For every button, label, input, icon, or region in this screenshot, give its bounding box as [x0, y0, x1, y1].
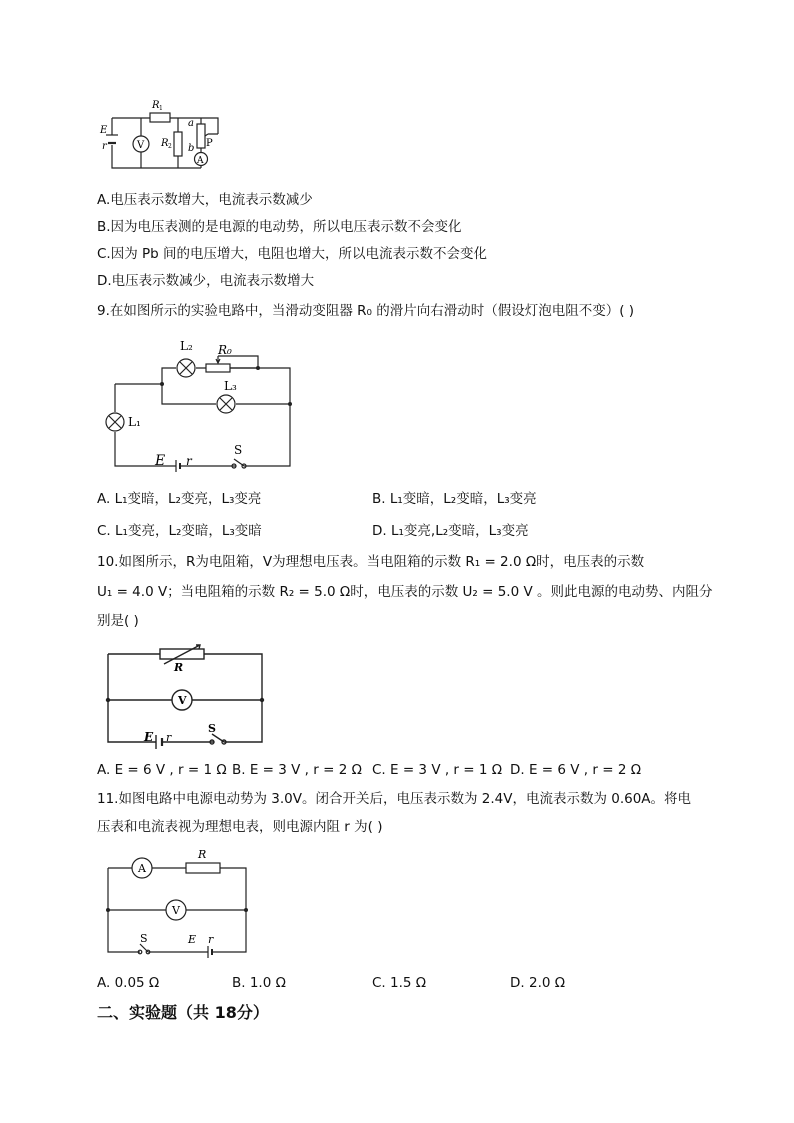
q10-label-E: E — [144, 730, 154, 744]
q9-label-R0: R₀ — [218, 343, 232, 357]
q11-label-A: A — [138, 862, 146, 875]
q10-option-d: D. E = 6 V , r = 2 Ω — [510, 762, 642, 778]
q8-label-b: b — [188, 143, 195, 154]
q11-circuit-diagram — [100, 846, 255, 958]
q11-option-a: A. 0.05 Ω — [97, 975, 160, 991]
q11-stem-line1: 11.如图电路中电源电动势为 3.0V。闭合开关后，电压表示数为 2.4V，电流表示数为 0.60A。将电 — [97, 791, 692, 807]
q9-option-b: B. L₁变暗，L₂变暗，L₃变亮 — [372, 491, 537, 507]
q10-option-c: C. E = 3 V , r = 1 Ω — [372, 762, 503, 778]
q11-option-b: B. 1.0 Ω — [232, 975, 286, 991]
q11-option-c: C. 1.5 Ω — [372, 975, 427, 991]
q9-label-L1: L₁ — [128, 415, 141, 429]
q10-label-S: S — [208, 722, 216, 735]
q11-stem-line2: 压表和电流表视为理想电表，则电源内阻 r 为( ) — [97, 819, 383, 835]
q10-option-b: B. E = 3 V , r = 2 Ω — [232, 762, 362, 778]
q9-option-a: A. L₁变暗，L₂变亮，L₃变亮 — [97, 491, 262, 507]
q10-label-V: V — [178, 694, 187, 707]
q11-label-R: R — [198, 848, 207, 861]
q10-stem-line2: U₁ = 4.0 V；当电阻箱的示数 R₂ = 5.0 Ω时，电压表的示数 U₂ = 5.0 V 。则此电源的电动势、内阻分 — [97, 584, 713, 600]
q9-option-c: C. L₁变亮，L₂变暗，L₃变暗 — [97, 523, 262, 539]
q11-label-S: S — [140, 932, 148, 945]
q10-circuit-diagram — [100, 642, 270, 750]
q9-label-r: r — [186, 454, 192, 468]
q8-option-d: D.电压表示数减少，电流表示数增大 — [97, 273, 315, 289]
q10-option-a: A. E = 6 V , r = 1 Ω — [97, 762, 227, 778]
q8-label-P: P — [206, 138, 213, 149]
q9-option-d: D. L₁变亮,L₂变暗，L₃变亮 — [372, 523, 529, 539]
q9-stem: 9.在如图所示的实验电路中，当滑动变阻器 R₀ 的滑片向右滑动时（假设灯泡电阻不变）( ) — [97, 303, 635, 319]
q10-label-R: R — [174, 661, 184, 674]
q8-label-V: V — [137, 140, 145, 151]
q8-label-E: E — [100, 125, 108, 136]
q11-label-r: r — [208, 933, 214, 946]
q9-label-E: E — [155, 453, 166, 469]
q8-label-A: A — [197, 156, 204, 166]
q9-circuit-diagram — [100, 334, 300, 474]
q8-circuit-diagram — [98, 96, 228, 178]
q8-label-R2-sub: 2 — [168, 143, 172, 150]
q8-label-R2: R — [161, 138, 169, 149]
q9-label-S: S — [234, 443, 243, 457]
q11-label-V: V — [172, 904, 180, 917]
q8-label-a: a — [188, 118, 194, 129]
q11-option-d: D. 2.0 Ω — [510, 975, 566, 991]
q10-stem-line3: 别是( ) — [97, 613, 139, 629]
q8-option-c: C.因为 Pb 间的电压增大，电阻也增大，所以电流表示数不会变化 — [97, 246, 488, 262]
q10-label-r: r — [166, 731, 172, 744]
q8-option-b: B.因为电压表测的是电源的电动势，所以电压表示数不会变化 — [97, 219, 462, 235]
q9-label-L3: L₃ — [224, 379, 237, 393]
q10-stem-line1: 10.如图所示，R为电阻箱，V为理想电压表。当电阻箱的示数 R₁ = 2.0 Ω时，电压表的示数 — [97, 554, 645, 570]
q8-label-R1-sub: 1 — [159, 105, 163, 112]
q11-label-E: E — [188, 933, 197, 946]
section-title-experiment: 二、实验题（共 18分） — [97, 1003, 269, 1022]
q8-label-r: r — [102, 141, 107, 152]
q8-label-R1: R — [152, 100, 160, 111]
q9-label-L2: L₂ — [180, 339, 193, 353]
q8-option-a: A.电压表示数增大，电流表示数减少 — [97, 192, 313, 208]
